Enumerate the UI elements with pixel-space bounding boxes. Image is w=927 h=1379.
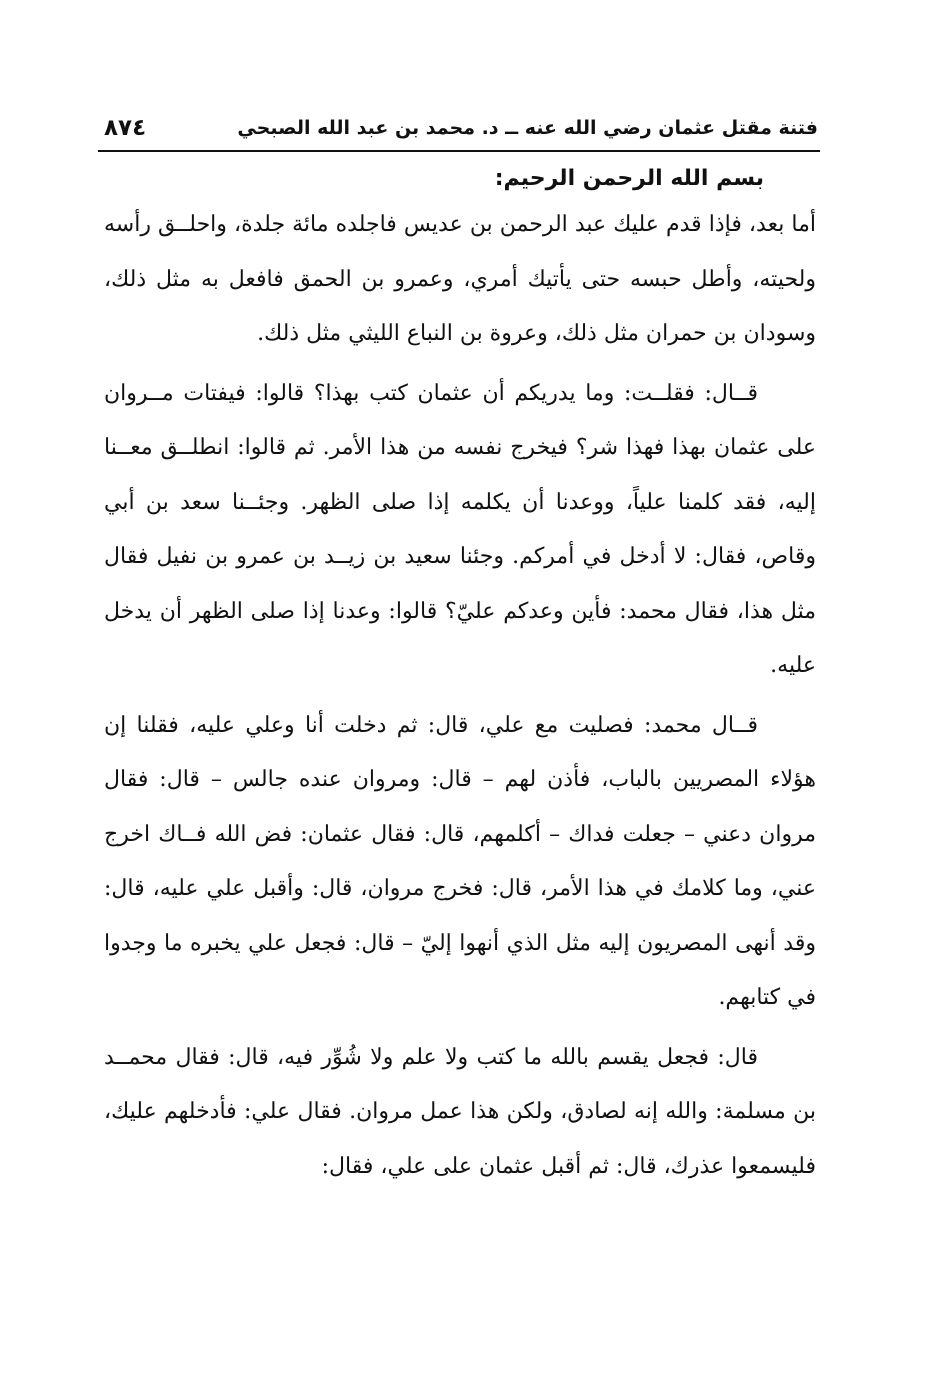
- basmala-heading: بسم الله الرحمن الرحيم:: [494, 166, 764, 191]
- paragraph: أما بعد، فإذا قدم عليك عبد الرحمن بن عديس فاجلده مائة جلدة، واحلــق رأسه ولحيته، وأطل حبسه حتى يأتيك أمري، وعمرو بن الحمق فافعل به مثل ذلك، وسودان بن حمران مثل ذلك، وعروة بن النباع الليثي مثل ذلك.: [104, 212, 816, 346]
- page-number: ٨٧٤: [104, 115, 147, 141]
- paragraph: قــال محمد: فصليت مع علي، قال: ثم دخلت أنا وعلي عليه، فقلنا إن هؤلاء المصريين بالباب، فأذن لهم – قال: ومروان عنده جالس – قال: فقال مروان دعني – جعلت فداك – أكلمهم، قال: فقال عثمان: فض الله فــاك اخرج عني، وما كلامك في هذا الأمر، قال: فخرج مروان، قال: وأقبل علي عليه، قال: وقد أنهى المصريون إليه مثل الذي أنهوا إليّ – قال: فجعل علي يخبره ما وجدوا في كتابهم.: [104, 712, 816, 1010]
- header-title: فتنة مقتل عثمان رضي الله عنه ــ د. محمد بن عبد الله الصبحي: [237, 117, 818, 139]
- paragraph: قــال: فقلــت: وما يدريكم أن عثمان كتب بهذا؟ قالوا: فيفتات مــروان على عثمان بهذا فهذا شر؟ فيخرج نفسه من هذا الأمر. ثم قالوا: انطلــق معــنا إليه، فقد كلمنا علياً، ووعدنا أن يكلمه إذا صلى الظهر. وجئــنا سعد بن أبي وقاص، فقال: لا أدخل في أمركم. وجئنا سعيد بن زيــد بن عمرو بن نفيل فقال مثل هذا، فقال محمد: فأين وعدكم عليّ؟ قالوا: وعدنا إذا صلى الظهر أن يدخل عليه.: [104, 380, 816, 678]
- paragraph: قال: فجعل يقسم بالله ما كتب ولا علم ولا شُوِّر فيه، قال: فقال محمــد بن مسلمة: والله إنه لصادق، ولكن هذا عمل مروان. فقال علي: فأدخلهم عليك، فليسمعوا عذرك، قال: ثم أقبل عثمان على علي، فقال:: [104, 1044, 816, 1179]
- body-text: [104, 162, 816, 1199]
- header-divider: [98, 150, 820, 152]
- running-header: [100, 112, 818, 148]
